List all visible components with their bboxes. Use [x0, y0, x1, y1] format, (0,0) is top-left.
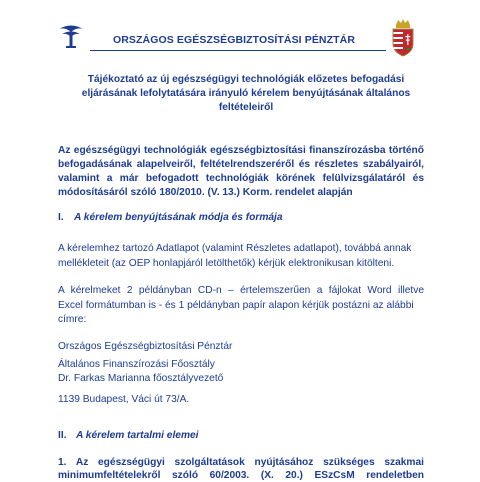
- section-number: I.: [58, 212, 64, 223]
- section-title: A kérelem benyújtásának módja és formája: [74, 212, 283, 223]
- item-line: minimumfeltételekről szóló 60/2003. (X. 20.) ESzCsM rendeletben: [58, 470, 424, 481]
- section-title: A kérelem tartalmi elemei: [76, 430, 199, 441]
- header-title: ORSZÁGOS EGÉSZSÉGBIZTOSÍTÁSI PÉNZTÁR: [112, 34, 355, 46]
- section-number: II.: [58, 430, 67, 441]
- section-heading-2: [58, 430, 199, 441]
- intro-line: valamint a már befogadott technológiák körének felülvizsgálatáról és: [58, 173, 424, 184]
- address-dept: Általános Finanszírozási Főosztály: [58, 358, 215, 370]
- document-title-line: eljárásának lefolytatására irányuló kérelem benyújtásának általános: [81, 88, 411, 99]
- intro-line: módosításáról szóló 180/2010. (V. 13.) Korm. rendelet alapján: [58, 187, 353, 198]
- document-title-line: Tájékoztató az új egészségügyi technológiák előzetes befogadási: [87, 74, 405, 85]
- mailing-address: [58, 340, 424, 407]
- paragraph-line: A kérelemhez tartozó Adatlapot (valamint Részletes adatlapot), továbbá annak: [58, 243, 412, 254]
- hungarian-coat-of-arms-icon: [390, 17, 416, 57]
- document-title-line: feltételeiről: [218, 102, 274, 113]
- header-divider: [90, 50, 386, 51]
- paragraph-line: Excel formátumban is - és 1 példányban papír alapon kérjük postázni az alábbi: [58, 299, 414, 311]
- intro-line: befogadásának alapelveiről, feltételrendszeréről és részletes szabályairól,: [58, 159, 424, 170]
- section1-paragraph-1: [58, 242, 424, 271]
- address-person: Dr. Farkas Marianna főosztályvezető: [58, 373, 224, 384]
- item-line: 1. Az egészségügyi szolgáltatások nyújtásához szükséges szakmai: [58, 457, 424, 468]
- section2-item-1: [58, 456, 424, 482]
- oep-logo-icon: [57, 23, 85, 49]
- address-street: 1139 Budapest, Váci út 73/A.: [58, 393, 190, 405]
- paragraph-line: mellékleteit (az OEP honlapjáról letölthetők) kérjük elektronikusan kitölteni.: [58, 257, 395, 269]
- section1-paragraph-2: [58, 284, 424, 328]
- paragraph-line: címre:: [58, 314, 87, 325]
- section-heading-1: [58, 212, 283, 223]
- address-org: Országos Egészségbiztosítási Pénztár: [58, 341, 233, 352]
- intro-paragraph: [58, 144, 424, 200]
- paragraph-line: A kérelmeket 2 példányban CD-n – értelemszerűen a fájlokat Word illetve: [58, 285, 424, 296]
- intro-line: Az egészségügyi technológiák egészségbiztosítási finanszírozásba történő: [58, 145, 424, 156]
- document-title: [78, 73, 414, 115]
